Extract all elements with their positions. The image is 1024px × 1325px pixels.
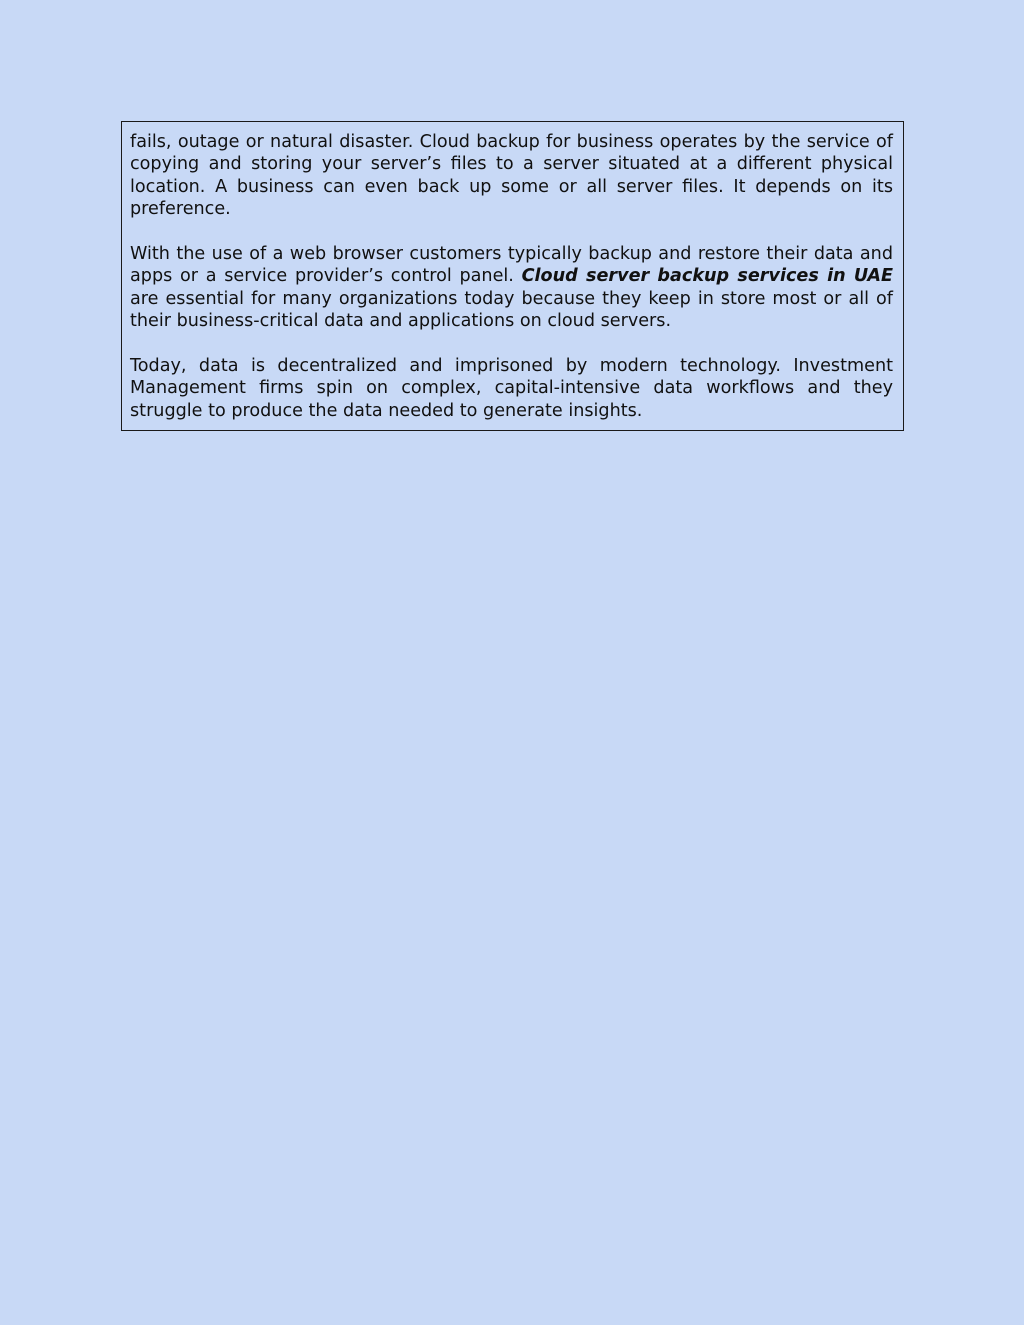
paragraph-1: fails, outage or natural disaster. Cloud backup for business operates by the service of copying and storing your server’s files to a server situated at a different physical location. A business can even back up some or all server files. It depends on its preference. (130, 132, 893, 220)
paragraph-2-intro: With the use of a web browser customers typically backup and restore their data and apps or a service provider’s control panel. (130, 244, 893, 287)
paragraph-2-rest: are essential for many organizations today because they keep in store most or all of their business-critical data and applications on cloud servers. (130, 288, 893, 332)
paragraph-2 (130, 243, 893, 333)
service-keyword: Cloud server backup services in UAE (521, 266, 894, 287)
text-box (121, 121, 904, 431)
paragraph-3: Today, data is decentralized and imprisoned by modern technology. Investment Management firms spin on complex, capital-intensive data workflows and they struggle to produce the data needed to generate insights. (130, 356, 893, 421)
